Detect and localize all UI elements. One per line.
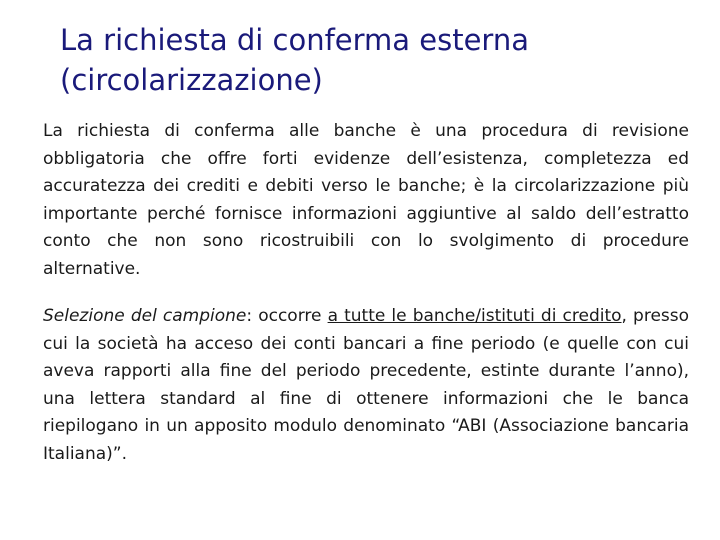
selezione-campione-label: Selezione del campione [43,306,247,326]
paragraph-conferma: La richiesta di conferma alle banche è una procedura di revisione obbligatoria che offre forti evidenze dell’esistenza, completezza ed accuratezza dei crediti e debiti verso le banche; è la circolarizzazione più importante perché fornisce informazioni aggiuntive al saldo dell’estratto conto che non sono ricostruibili con lo svolgimento di procedure alternative. [43,121,689,279]
selezione-separator: : occorre [246,306,328,326]
selezione-rest-text: , presso cui la società ha acceso dei conti bancari a fine periodo (e quelle con cui aveva rapporti alla fine del periodo precedente, estinte durante l’anno), una lettera standard al fine di ottenere informazioni che le banca riepilogano in un apposito modulo denominato “ABI (Associazione bancaria Italiana)”. [43,306,690,464]
paragraph-selezione-campione [43,303,689,468]
slide-title-line-1: La richiesta di conferma esterna [60,23,529,57]
slide-title [60,20,680,100]
selezione-underlined-text: a tutte le banche/istituti di credito [327,306,622,326]
slide-body [43,118,689,468]
slide-title-line-2: (circolarizzazione) [60,63,323,97]
